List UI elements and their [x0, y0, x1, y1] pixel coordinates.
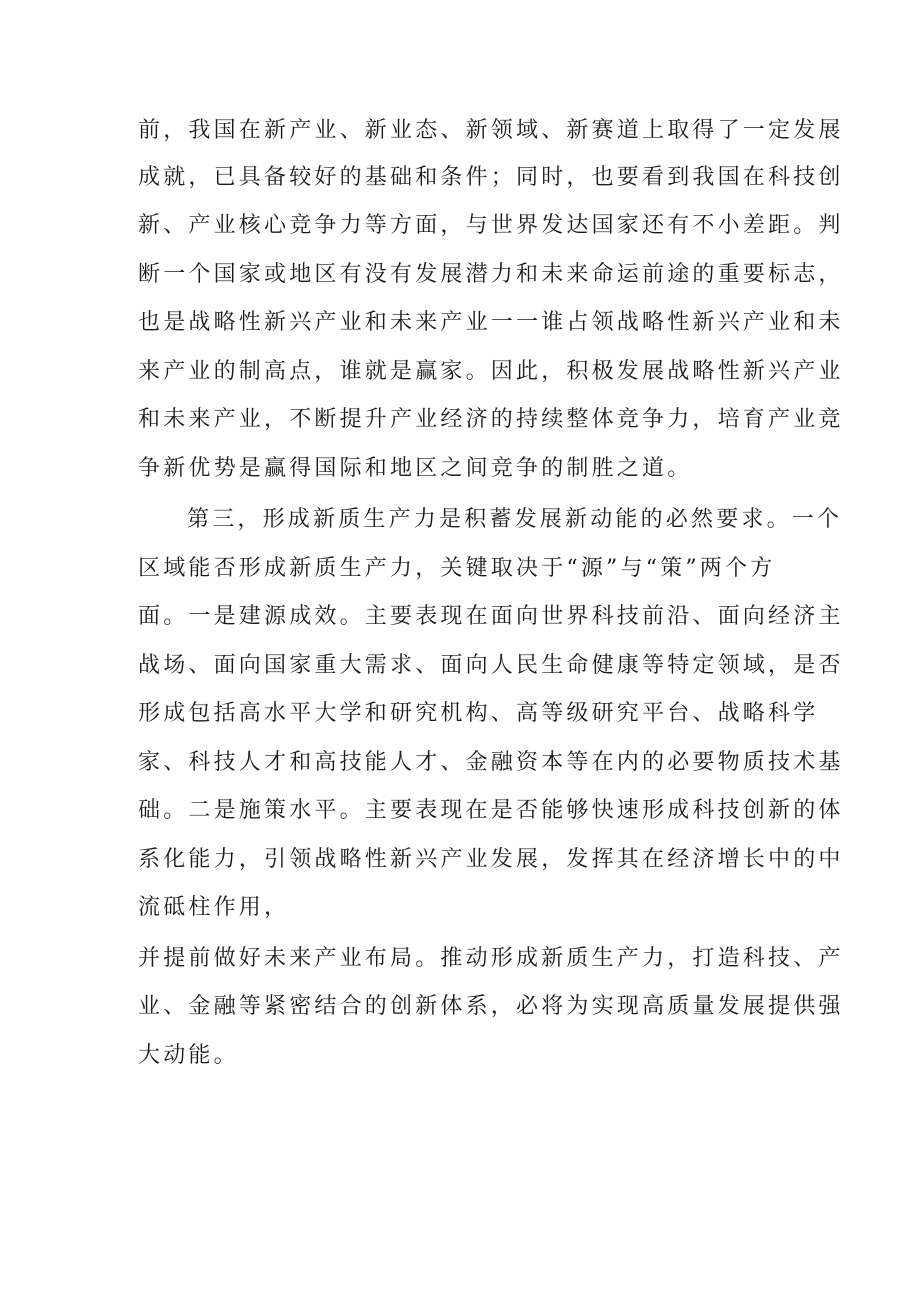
text-line: 新、产业核心竞争力等方面，与世界发达国家还有不小差距。判 [138, 213, 844, 238]
text-line: 争新优势是赢得国际和地区之间竞争的制胜之道。 [138, 456, 693, 481]
text-line: 和未来产业，不断提升产业经济的持续整体竞争力，培育产业竞 [138, 407, 844, 432]
text-line: 前，我国在新产业、新业态、新领域、新赛道上取得了一定发展 [138, 118, 844, 143]
text-line: 战场、面向国家重大需求、面向人民生命健康等特定领域，是否 [138, 653, 844, 678]
text-line: 家、科技人才和高技能人才、金融资本等在内的必要物质技术基 [138, 750, 844, 775]
text-line: 础。二是施策水平。主要表现在是否能够快速形成科技创新的体 [138, 798, 844, 823]
text-line: 形成包括高水平大学和研究机构、高等级研究平台、战略科学 [138, 701, 819, 726]
text-line: 系化能力，引领战略性新兴产业发展，发挥其在经济增长中的中 [138, 847, 844, 872]
text-line: 面。一是建源成效。主要表现在面向世界科技前沿、面向经济主 [138, 604, 844, 629]
text-line: 大动能。 [138, 1043, 239, 1068]
text-line: 流砥柱作用， [138, 895, 290, 920]
text-line: 断一个国家或地区有没有发展潜力和未来命运前途的重要标志， [138, 262, 844, 287]
paragraph-first-line: 第三，形成新质生产力是积蓄发展新动能的必然要求。一个 [187, 507, 843, 532]
text-line: 并提前做好未来产业布局。推动形成新质生产力，打造科技、产 [138, 946, 844, 971]
text-line: 成就，已具备较好的基础和条件；同时，也要看到我国在科技创 [138, 165, 844, 190]
text-line: 来产业的制高点，谁就是赢家。因此，积极发展战略性新兴产业 [138, 359, 844, 384]
text-line: 也是战略性新兴产业和未来产业一一谁占领战略性新兴产业和未 [138, 310, 844, 335]
text-line: 业、金融等紧密结合的创新体系，必将为实现高质量发展提供强 [138, 994, 844, 1019]
text-line: 区域能否形成新质生产力，关键取决于“源”与“策”两个方 [138, 556, 776, 581]
